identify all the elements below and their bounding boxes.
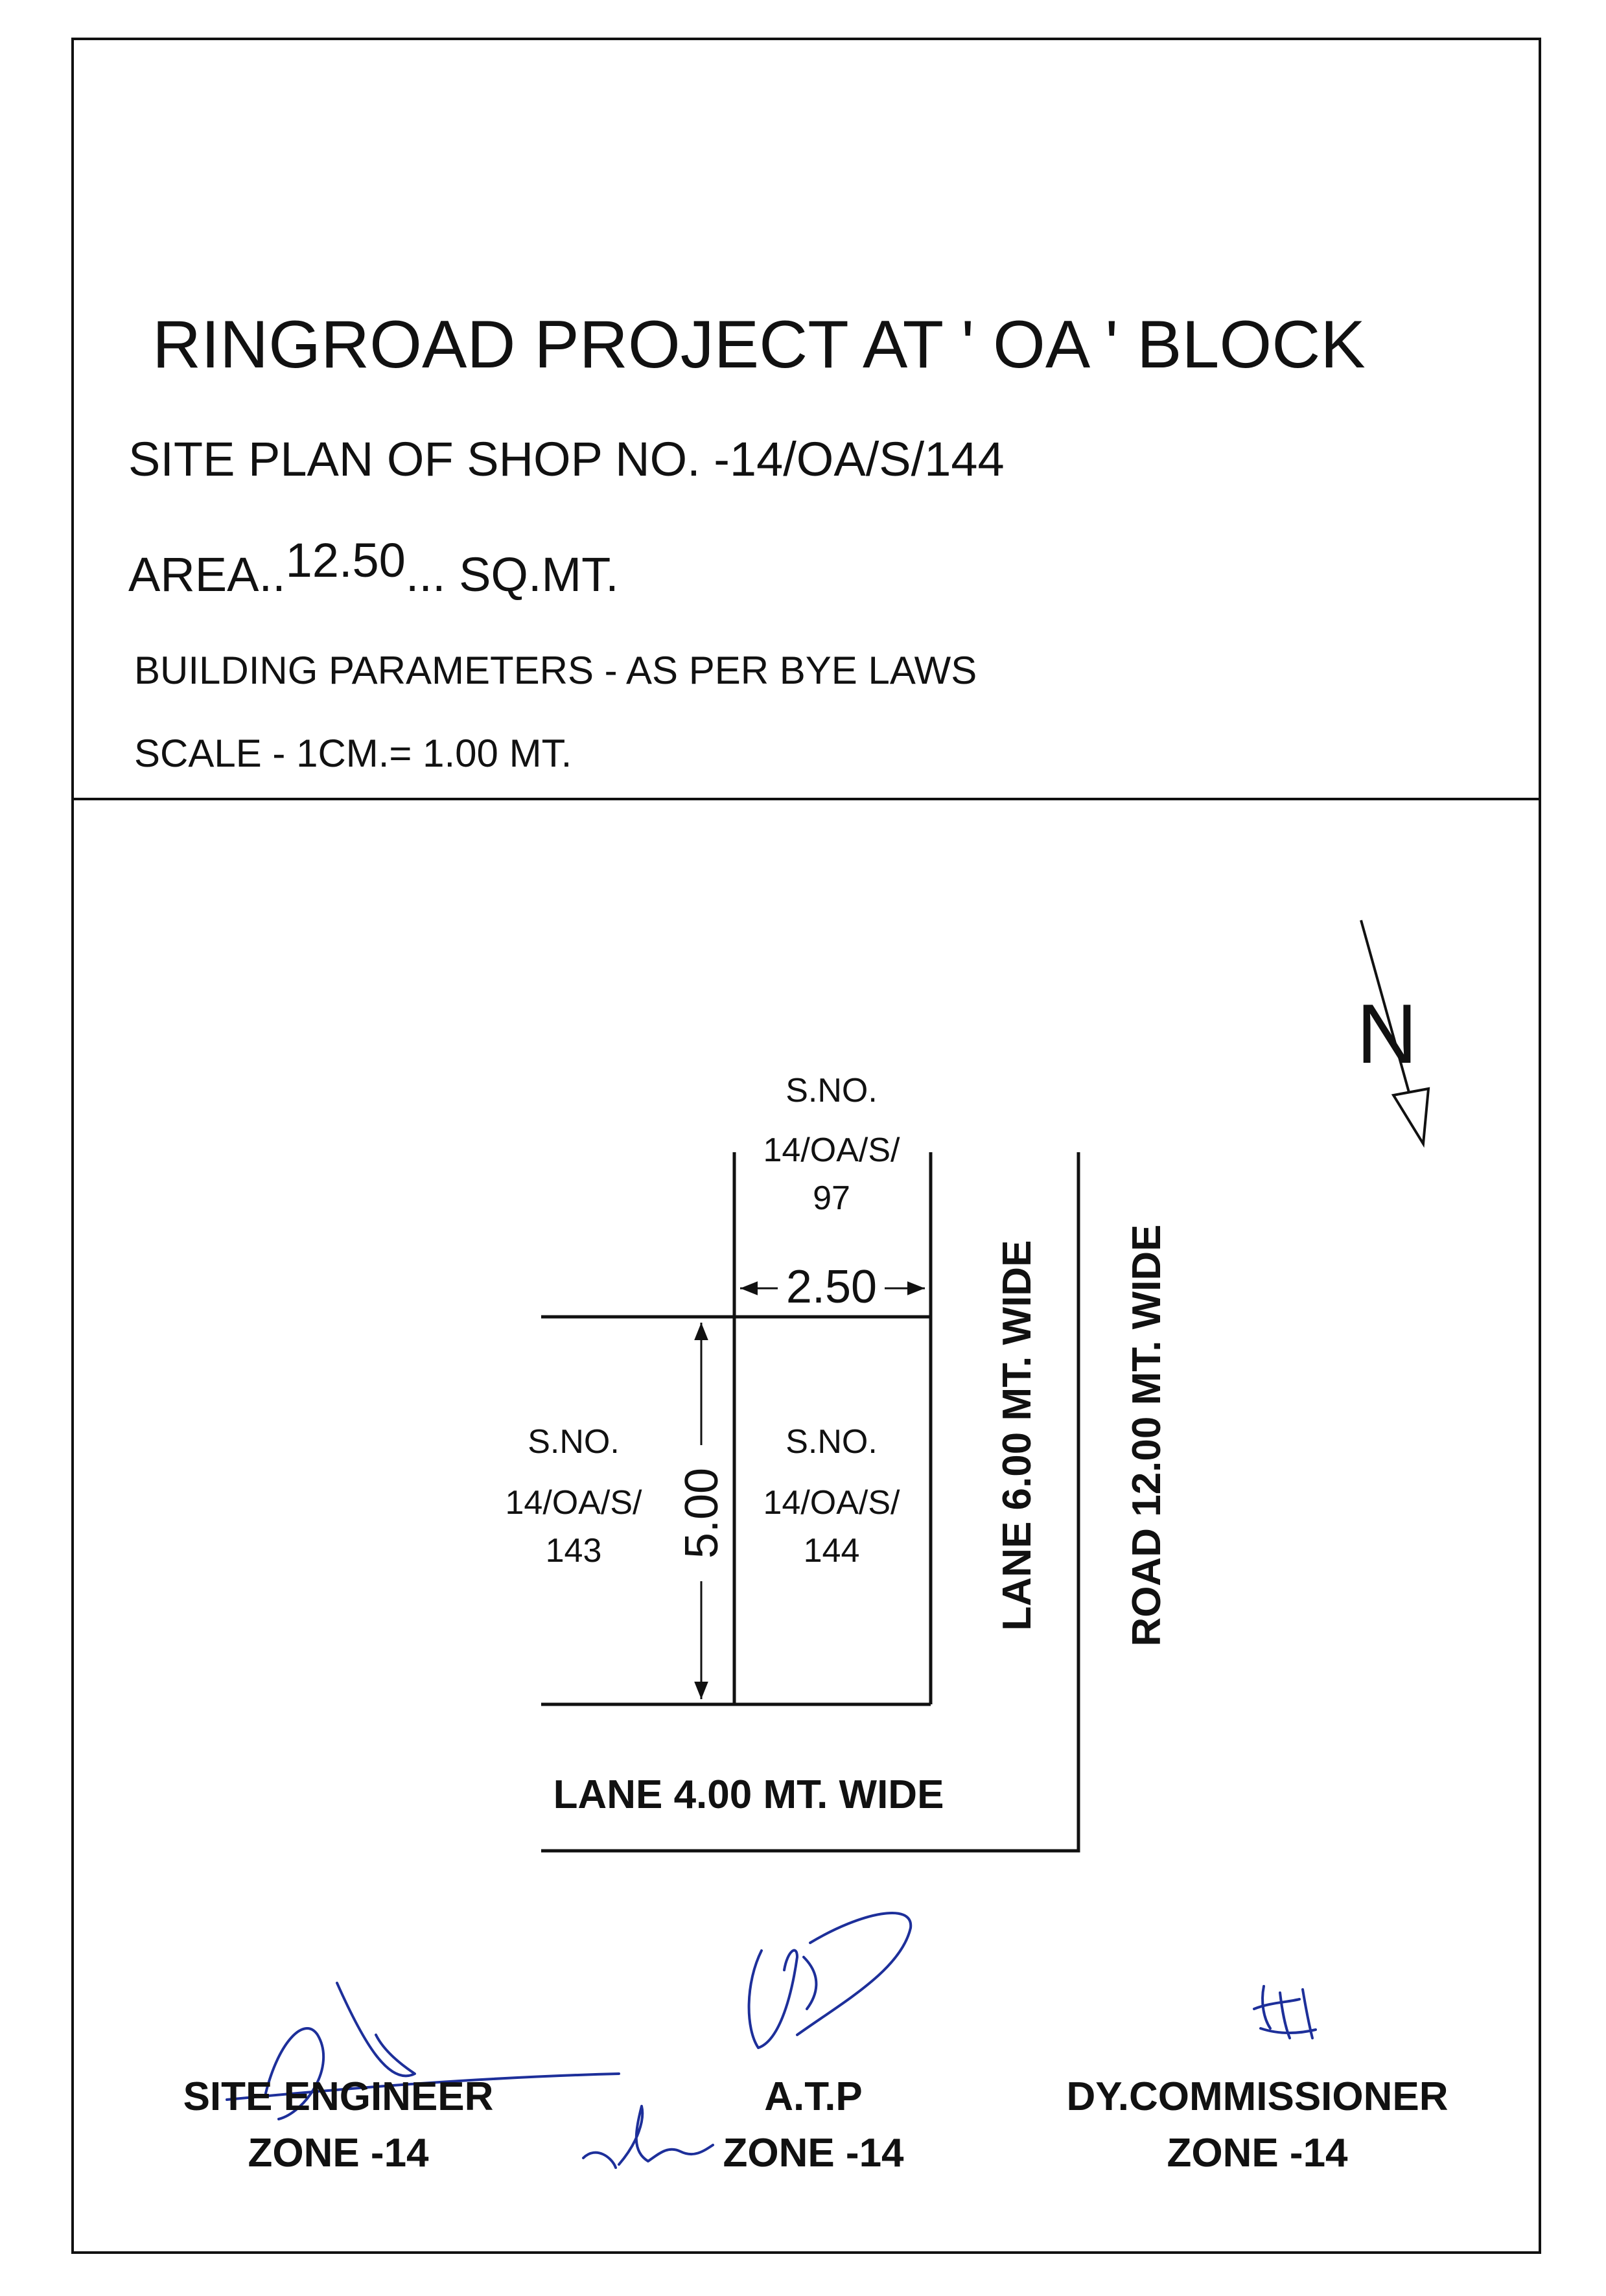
plot-subject-line1: S.NO. <box>786 1423 878 1461</box>
atp-block <box>658 2069 969 2182</box>
atp-signature <box>749 1913 911 2048</box>
plot-top-line2: 14/OA/S/ <box>763 1131 900 1169</box>
lane-right-label: LANE 6.00 MT. WIDE <box>995 1240 1040 1631</box>
north-arrow <box>1356 920 1428 1144</box>
lane-bottom-label: LANE 4.00 MT. WIDE <box>553 1772 944 1817</box>
site-engineer-zone: ZONE -14 <box>248 2130 429 2175</box>
road-right-label: ROAD 12.00 MT. WIDE <box>1124 1224 1169 1647</box>
dy-commissioner-zone: ZONE -14 <box>1167 2130 1348 2175</box>
area-value: 12.50 <box>285 533 406 587</box>
building-parameters: BUILDING PARAMETERS - AS PER BYE LAWS <box>134 649 977 692</box>
plot-top-line3: 97 <box>813 1179 850 1217</box>
area-prefix: AREA.. <box>128 548 286 601</box>
plot-label-left <box>506 1423 643 1570</box>
site-engineer-title: SITE ENGINEER <box>183 2074 494 2119</box>
scale-note: SCALE - 1CM.= 1.00 MT. <box>134 732 572 775</box>
plot-subject-line3: 144 <box>803 1532 860 1570</box>
site-plan-heading: SITE PLAN OF SHOP NO. -14/OA/S/144 <box>128 432 1005 486</box>
dy-commissioner-title: DY.COMMISSIONER <box>1066 2074 1449 2119</box>
width-dimension <box>740 1261 925 1313</box>
dy-commissioner-signature <box>1254 1986 1316 2038</box>
width-dimension-label: 2.50 <box>786 1261 878 1313</box>
north-arrow-head <box>1393 1089 1428 1144</box>
project-title: RINGROAD PROJECT AT ' OA ' BLOCK <box>152 307 1366 382</box>
area-suffix: ... SQ.MT. <box>405 548 619 601</box>
plot-left-line1: S.NO. <box>528 1423 620 1461</box>
plot-top-line1: S.NO. <box>786 1072 878 1109</box>
site-engineer-block <box>150 2069 526 2182</box>
atp-zone: ZONE -14 <box>723 2130 904 2175</box>
plot-label-top <box>763 1072 901 1217</box>
depth-dimension-label: 5.00 <box>676 1467 728 1559</box>
depth-dimension <box>676 1323 728 1699</box>
plot-label-subject <box>763 1423 901 1570</box>
plot-left-line2: 14/OA/S/ <box>505 1484 642 1522</box>
north-label: N <box>1356 986 1417 1081</box>
atp-title: A.T.P <box>764 2074 863 2119</box>
dy-commissioner-block <box>1024 2069 1491 2182</box>
plot-subject-line2: 14/OA/S/ <box>763 1484 900 1522</box>
plot-left-line3: 143 <box>545 1532 602 1570</box>
